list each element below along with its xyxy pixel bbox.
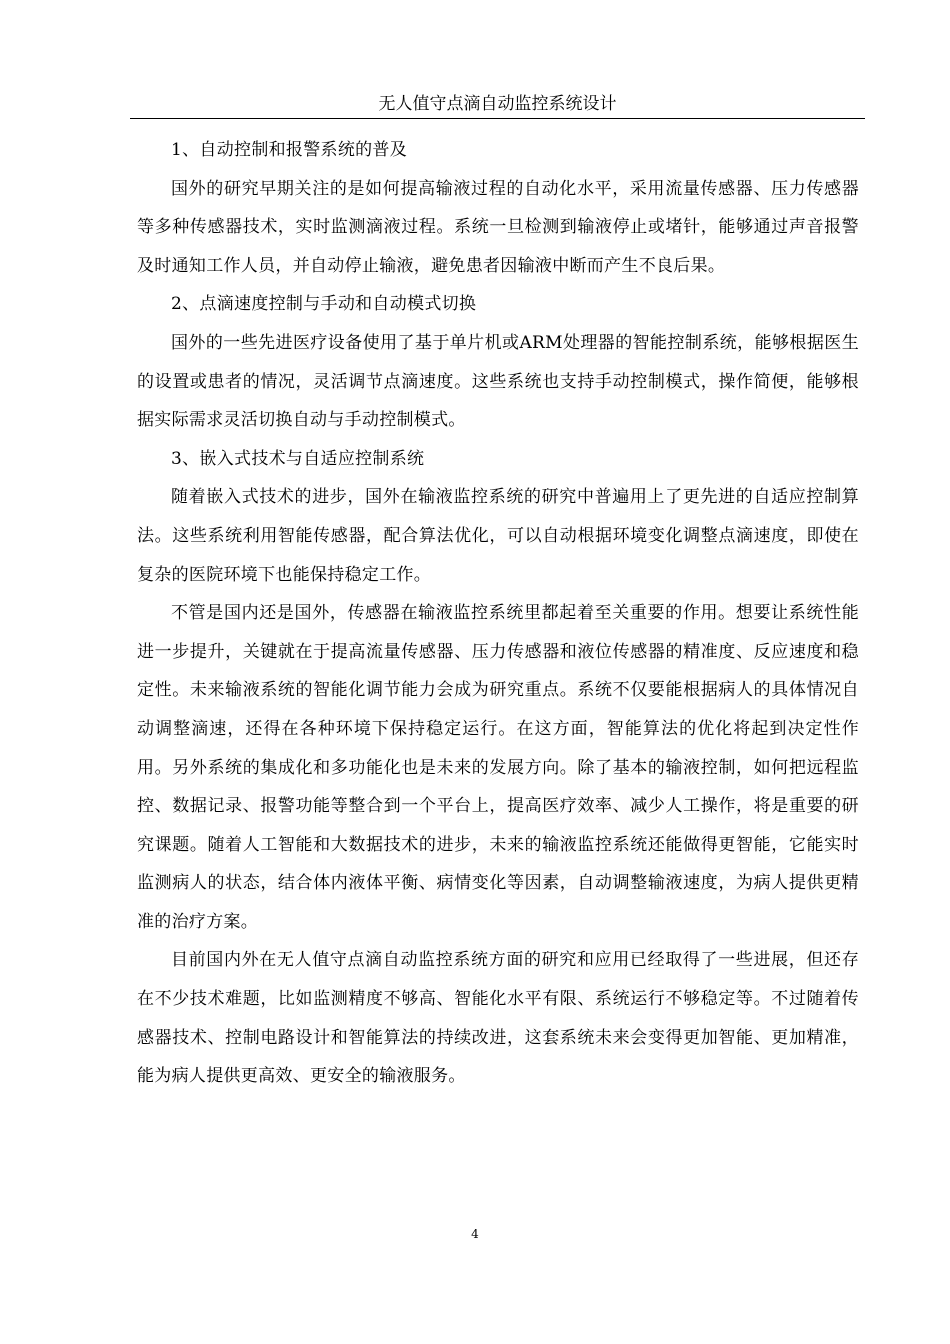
running-header: 无人值守点滴自动监控系统设计: [130, 90, 865, 119]
section-heading-3: 3、嵌入式技术与自适应控制系统: [171, 448, 425, 469]
body-text: [137, 131, 859, 1096]
paragraph: 不管是国内还是国外，传感器在输液监控系统里都起着至关重要的作用。想要让系统性能进一步提升，关键就在于提高流量传感器、压力传感器和液位传感器的精准度、反应速度和稳定性。未来输液系统的智能化调节能力会成为研究重点。系统不仅要能根据病人的具体情况自动调整滴速，还得在各种环境下保持稳定运行。在这方面，智能算法的优化将起到决定性作用。另外系统的集成化和多功能化也是未来的发展方向。除了基本的输液控制，如何把远程监控、数据记录、报警功能等整合到一个平台上，提高医疗效率、减少人工操作，将是重要的研究课题。随着人工智能和大数据技术的进步，未来的输液监控系统还能做得更智能，它能实时监测病人的状态，结合体内液体平衡、病情变化等因素，自动调整输液速度，为病人提供更精准的治疗方案。: [137, 603, 859, 932]
paragraph: 国外的研究早期关注的是如何提高输液过程的自动化水平，采用流量传感器、压力传感器等多种传感器技术，实时监测滴液过程。系统一旦检测到输液停止或堵针，能够通过声音报警及时通知工作人员，并自动停止输液，避免患者因输液中断而产生不良后果。: [137, 178, 859, 276]
paragraph: 随着嵌入式技术的进步，国外在输液监控系统的研究中普遍用上了更先进的自适应控制算法。这些系统利用智能传感器，配合算法优化，可以自动根据环境变化调整点滴速度，即使在复杂的医院环境下也能保持稳定工作。: [137, 487, 859, 585]
section-heading-1: 1、自动控制和报警系统的普及: [171, 140, 408, 160]
paragraph: 目前国内外在无人值守点滴自动监控系统方面的研究和应用已经取得了一些进展，但还存在不少技术难题，比如监测精度不够高、智能化水平有限、系统运行不够稳定等。不过随着传感器技术、控制电路设计和智能算法的持续改进，这套系统未来会变得更加智能、更加精准，能为病人提供更高效、更安全的输液服务。: [137, 950, 859, 1087]
paragraph: 国外的一些先进医疗设备使用了基于单片机或ARM处理器的智能控制系统，能够根据医生的设置或患者的情况，灵活调节点滴速度。这些系统也支持手动控制模式，操作简便，能够根据实际需求灵活切换自动与手动控制模式。: [137, 332, 859, 431]
section-heading-2: 2、点滴速度控制与手动和自动模式切换: [171, 294, 477, 315]
page-number: 4: [471, 1227, 479, 1241]
